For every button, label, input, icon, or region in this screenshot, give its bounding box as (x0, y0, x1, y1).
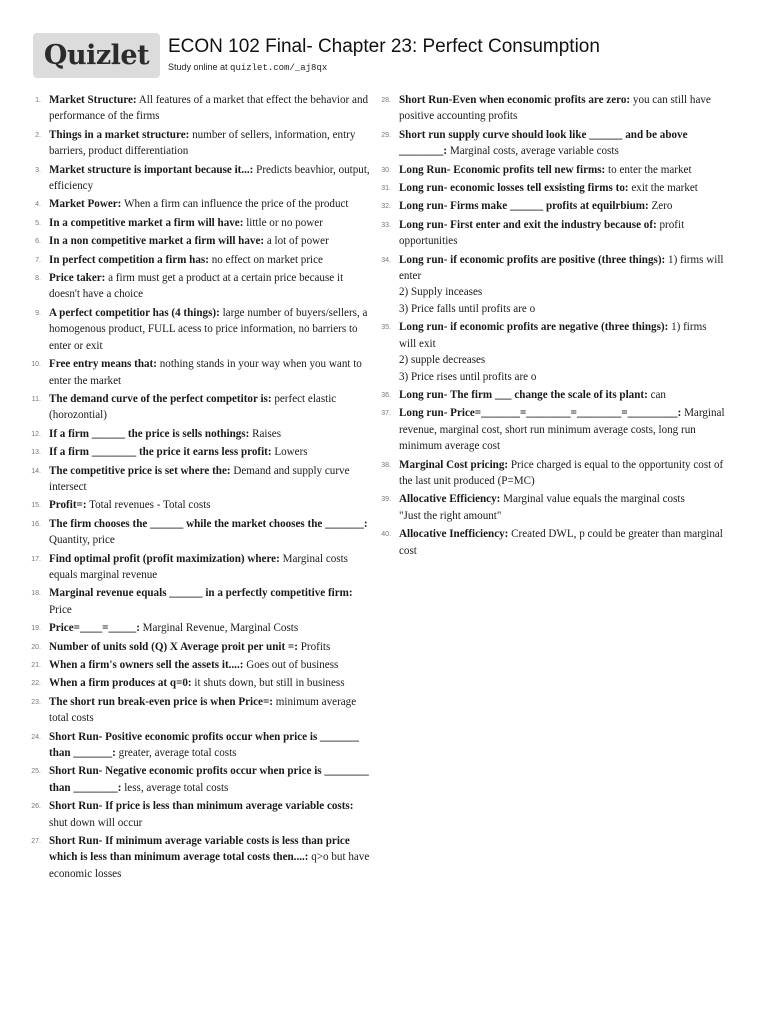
flashcard-definition: Profits (300, 640, 331, 653)
flashcard-item (30, 92, 370, 125)
flashcard-term: Free entry means that: (49, 358, 157, 371)
flashcard-term: Profit=: (49, 499, 87, 512)
page-title: ECON 102 Final- Chapter 23: Perfect Consumption (168, 36, 600, 57)
item-number: 30. (381, 166, 391, 174)
item-number: 40. (381, 531, 391, 539)
study-online-label: Study online at (168, 62, 231, 72)
flashcard-item (30, 516, 370, 549)
flashcard-definition-line: 3) Price falls until profits are o (399, 302, 536, 315)
flashcard-definition-line: 2) supple decreases (399, 354, 486, 367)
flashcard-definition: q>o but have economic losses (49, 851, 370, 880)
flashcard-term: Price taker: (49, 272, 106, 285)
flashcard-item (30, 391, 370, 424)
flashcard-definition: 1) firms will exit (399, 321, 707, 350)
item-number: 37. (381, 410, 391, 418)
flashcard-term: A perfect competitior has (4 things): (49, 306, 220, 319)
flashcard-definition: nothing stands in your way when you want to enter the market (49, 358, 362, 387)
flashcard-definition: Created DWL, p could be greater than marginal cost (399, 528, 723, 557)
flashcard-definition: little or no power (246, 216, 323, 229)
flashcard-definition: Demand and supply curve intersect (49, 464, 350, 493)
flashcard-term: In a competitive market a firm will have: (49, 216, 244, 229)
item-number: 18. (31, 590, 41, 598)
flashcard-item (380, 252, 725, 318)
flashcard-term: Short Run- If price is less than minimum average variable costs: (49, 800, 354, 813)
flashcard-item (30, 196, 370, 212)
flashcard-term: Long run- if economic profits are negative (three things): (399, 321, 669, 334)
flashcard-definition: Lowers (274, 446, 308, 459)
flashcard-item (380, 198, 725, 214)
flashcard-item (380, 217, 725, 250)
flashcard-definition: Predicts beavhior, output, efficiency (49, 163, 370, 193)
flashcard-term: Marginal Cost pricing: (399, 458, 509, 471)
flashcard-term: Market Power: (49, 198, 122, 211)
flashcard-definition: Marginal costs equals marginal revenue (49, 552, 349, 581)
flashcard-item (30, 252, 370, 268)
flashcard-term: The demand curve of the perfect competitor is: (49, 392, 272, 405)
flashcard-item (30, 497, 370, 513)
flashcard-term: The firm chooses the ______ while the market chooses the _______: (49, 517, 368, 530)
flashcard-item (30, 551, 370, 584)
flashcard-item (30, 127, 370, 160)
item-number: 20. (31, 643, 41, 651)
flashcard-term: Short Run- Negative economic profits occur when price is ________ than ________: (49, 765, 369, 794)
flashcard-item (380, 319, 725, 385)
flashcard-definition: a firm must get a product at a certain price because it doesn't have a choice (49, 272, 344, 301)
flashcard-definition: a lot of power (266, 235, 329, 248)
flashcard-item (380, 180, 725, 196)
item-number: 8. (35, 275, 41, 283)
flashcard-definition: Marginal revenue, marginal cost, short run minimum average costs, long run minimum average cost (399, 407, 725, 453)
item-number: 34. (381, 256, 391, 264)
flashcard-term: If a firm ______ the price is sells nothings: (49, 427, 250, 440)
item-number: 4. (35, 201, 41, 209)
flashcard-definition-line: "Just the right amount" (399, 509, 502, 522)
item-number: 15. (31, 502, 41, 510)
flashcard-item (380, 405, 725, 454)
flashcard-definition: greater, average total costs (118, 747, 237, 760)
flashcard-term: Price=____=_____: (49, 622, 140, 635)
flashcard-definition: Quantity, price (49, 534, 115, 547)
flashcard-item (380, 526, 725, 559)
item-number: 11. (31, 395, 41, 403)
logo-text: Quizlet (43, 40, 150, 71)
flashcard-term: Short Run- If minimum average variable costs is less than price which is less than minimum average total costs then....: (49, 835, 350, 864)
flashcard-term: Long run- Price=_______=________=________=_________: (399, 407, 682, 420)
flashcard-definition: perfect elastic (horozontial) (49, 392, 337, 422)
flashcard-item (380, 457, 725, 490)
flashcard-definition: Zero (651, 200, 673, 213)
item-number: 12. (31, 430, 41, 438)
page-header (0, 0, 768, 90)
item-number: 16. (31, 520, 41, 528)
item-number: 3. (35, 166, 41, 174)
flashcard-item (380, 92, 725, 125)
item-number: 31. (381, 185, 391, 193)
item-number: 24. (31, 733, 41, 741)
item-number: 35. (381, 324, 391, 332)
flashcard-item (30, 675, 370, 691)
flashcard-term: Marginal revenue equals ______ in a perfectly competitive firm: (49, 587, 353, 600)
flashcard-definition: Price charged is equal to the opportunity cost of the last unit produced (P=MC) (399, 458, 724, 487)
item-number: 32. (381, 203, 391, 211)
flashcard-term: Long run- First enter and exit the industry because of: (399, 218, 657, 231)
flashcard-term: Market Structure: (49, 94, 137, 106)
flashcard-definition-line: 2) Supply inceases (399, 286, 483, 299)
item-number: 38. (381, 461, 391, 469)
item-number: 10. (31, 361, 41, 369)
flashcard-item (30, 694, 370, 727)
flashcard-term: Find optimal profit (profit maximization) where: (49, 552, 280, 565)
flashcard-item (30, 356, 370, 389)
flashcard-term: When a firm produces at q=0: (49, 677, 192, 690)
flashcard-definition: less, average total costs (124, 781, 229, 794)
flashcard-item (30, 463, 370, 496)
flashcard-item (30, 763, 370, 796)
flashcard-term: Long run- economic losses tell exsisting firms to: (399, 182, 629, 195)
flashcard-definition: large number of buyers/sellers, a homogenous product, FULL acess to price information, no barriers to enter or exit (49, 306, 368, 352)
flashcard-definition: can (650, 388, 666, 401)
flashcard-term: Long Run- Economic profits tell new firms: (399, 163, 606, 176)
flashcard-item (30, 585, 370, 618)
flashcard-item (30, 444, 370, 460)
flashcard-term: The short run break-even price is when Price=: (49, 695, 273, 708)
flashcard-term: If a firm ________ the price it earns less profit: (49, 446, 272, 459)
flashcard-item (30, 833, 370, 882)
flashcard-definition: Raises (252, 427, 282, 440)
flashcard-term: Allocative Inefficiency: (399, 528, 509, 541)
flashcard-definition: 1) firms will enter (399, 253, 724, 283)
flashcard-item (30, 215, 370, 231)
flashcard-definition: number of sellers, information, entry barriers, product differentiation (49, 128, 356, 158)
flashcard-item (380, 387, 725, 403)
flashcard-item (30, 305, 370, 354)
flashcard-item (30, 639, 370, 655)
study-online-url[interactable]: quizlet.com/_aj8qx (230, 63, 328, 73)
item-number: 1. (35, 97, 41, 104)
flashcard-term: When a firm's owners sell the assets it....: (49, 659, 244, 671)
flashcard-term: In perfect competition a firm has: (49, 253, 209, 266)
flashcard-definition-line: 3) Price rises until profits are o (399, 370, 537, 383)
flashcard-term: Allocative Efficiency: (399, 493, 501, 506)
flashcard-definition: you can still have positive accounting profits (399, 94, 711, 123)
item-number: 33. (381, 221, 391, 229)
item-number: 23. (31, 698, 41, 706)
item-number: 28. (381, 97, 391, 104)
flashcard-term: Market structure is important because it...: (49, 163, 254, 176)
flashcard-item (30, 233, 370, 249)
flashcard-definition: Marginal Revenue, Marginal Costs (142, 622, 299, 635)
flashcard-definition: When a firm can influence the price of the product (123, 198, 349, 211)
flashcard-term: The competitive price is set where the: (49, 464, 231, 477)
item-number: 21. (31, 662, 41, 669)
item-number: 17. (31, 555, 41, 563)
item-number: 22. (31, 680, 41, 688)
flashcard-term: Long run- if economic profits are positive (three things): (399, 253, 666, 266)
flashcard-item (380, 127, 725, 160)
item-number: 29. (381, 131, 391, 139)
item-number: 26. (31, 803, 41, 811)
flashcard-term: In a non competitive market a firm will have: (49, 235, 265, 248)
flashcard-definition: Goes out of business (246, 659, 339, 671)
flashcard-term: Long run- The firm ___ change the scale of its plant: (399, 388, 648, 401)
flashcard-definition: shut down will occur (49, 816, 143, 829)
flashcard-item (380, 162, 725, 178)
flashcard-item (30, 270, 370, 303)
item-number: 2. (35, 131, 41, 139)
flashcard-term: Short Run-Even when economic profits are zero: (399, 94, 631, 106)
item-number: 9. (35, 309, 41, 317)
flashcard-item (30, 657, 370, 673)
flashcard-item (30, 798, 370, 831)
flashcard-definition: Price (49, 603, 72, 616)
item-number: 5. (35, 219, 41, 227)
item-number: 13. (31, 449, 41, 457)
flashcard-definition: no effect on market price (211, 253, 323, 266)
flashcard-definition: Marginal costs, average variable costs (449, 145, 619, 158)
flashcard-term: Things in a market structure: (49, 128, 190, 141)
quizlet-logo (33, 33, 160, 78)
flashcard-term: Long run- Firms make ______ profits at equilrbium: (399, 200, 649, 213)
flashcard-definition: minimum average total costs (49, 695, 357, 725)
item-number: 7. (35, 256, 41, 264)
flashcard-item (30, 426, 370, 442)
item-number: 25. (31, 768, 41, 776)
left-column (30, 92, 370, 884)
item-number: 27. (31, 838, 41, 846)
flashcard-definition: it shuts down, but still in business (194, 677, 345, 690)
flashcard-definition: Total revenues - Total costs (89, 499, 211, 512)
item-number: 6. (35, 238, 41, 246)
item-number: 39. (381, 496, 391, 504)
flashcard-term: Number of units sold (Q) X Average proit per unit =: (49, 640, 298, 653)
flashcard-term: Short Run- Positive economic profits occur when price is _______ than _______: (49, 730, 359, 760)
flashcard-definition: All features of a market that effect the behavior and performance of the firms (49, 94, 369, 123)
item-number: 36. (381, 391, 391, 399)
flashcard-definition: profit opportunities (399, 218, 685, 248)
flashcard-definition: exit the market (631, 182, 698, 195)
right-column (380, 92, 725, 561)
flashcard-item (30, 620, 370, 636)
flashcard-definition: to enter the market (608, 163, 692, 176)
item-number: 14. (31, 467, 41, 475)
flashcard-item (30, 729, 370, 762)
item-number: 19. (31, 625, 41, 633)
flashcard-item (30, 162, 370, 195)
flashcard-item (380, 491, 725, 524)
flashcard-definition: Marginal value equals the marginal costs (503, 493, 685, 506)
flashcard-term: Short run supply curve should look like ______ and be above ________: (399, 128, 688, 158)
study-online-line (168, 62, 327, 73)
